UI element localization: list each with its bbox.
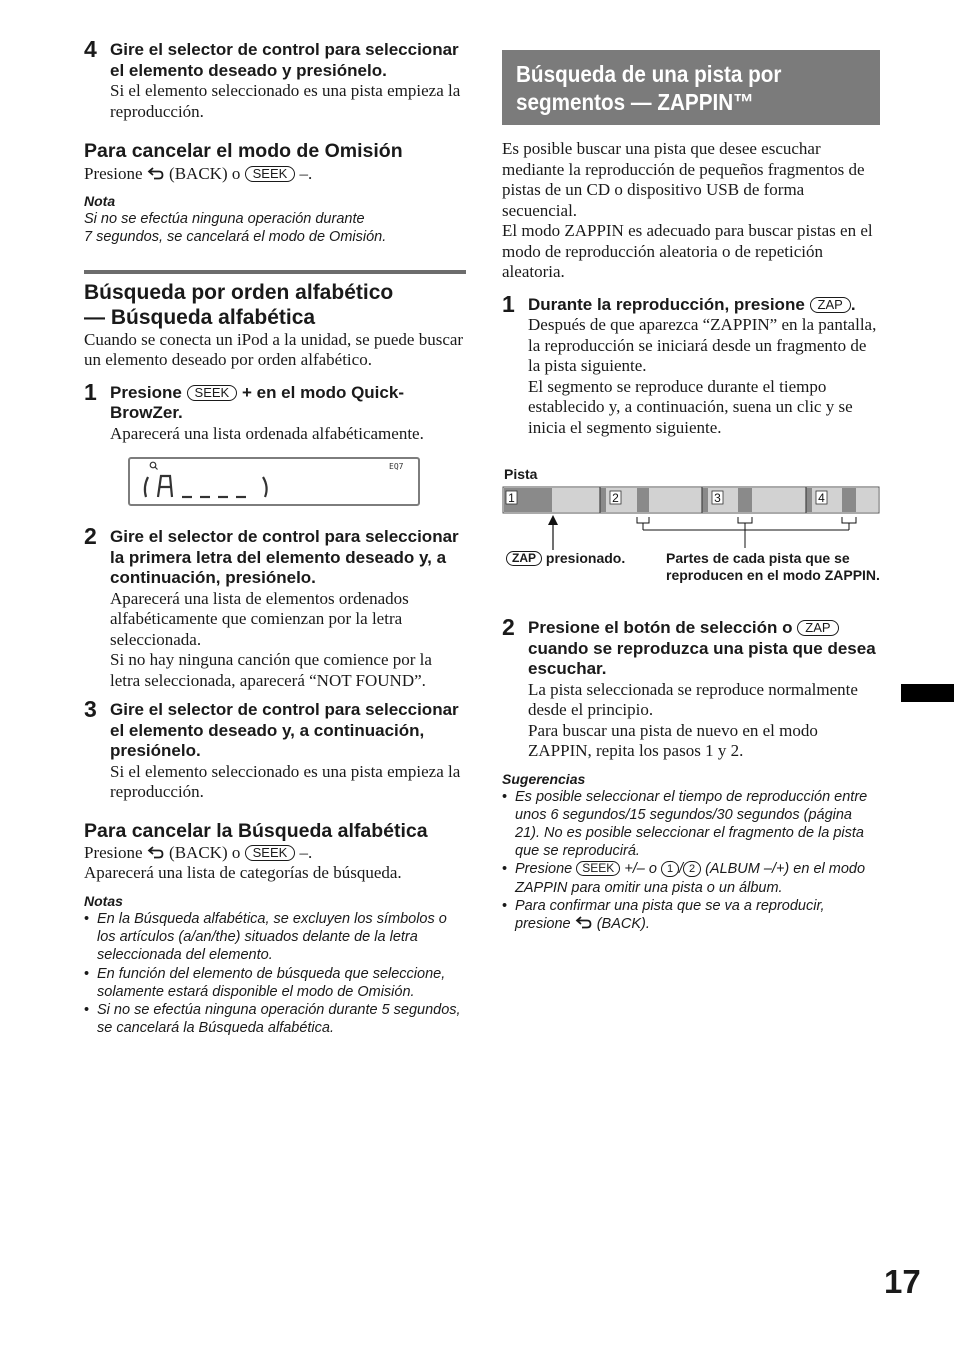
cancel-alpha-line — [84, 843, 466, 864]
zap-key: ZAP — [797, 620, 838, 636]
parts-label: Partes de cada pista que se reproducen en el modo ZAPPIN. — [666, 550, 880, 583]
step-number: 1 — [84, 378, 97, 405]
text: + en el modo Quick-BrowZer. — [110, 382, 404, 423]
step-title — [110, 383, 466, 424]
step-title: Gire el selector de control para seleccionar el elemento deseado y, a continuación, presiónelo. — [110, 700, 459, 761]
text: Durante la reproducción, presione — [528, 294, 805, 314]
lcd-display — [128, 457, 420, 506]
number-key: 2 — [683, 861, 701, 877]
text: Presione el botón de selección o — [528, 618, 793, 637]
text: Para confirmar una pista que se va a reproducir, presione — [515, 897, 825, 932]
text: –. — [299, 842, 313, 862]
alpha-intro: Cuando se conecta un iPod a la unidad, se puede buscar un elemento deseado por orden alfabético. — [84, 329, 464, 370]
banner-line: segmentos — ZAPPIN™ — [516, 89, 754, 115]
left-column — [84, 36, 466, 1037]
step-title — [528, 618, 880, 680]
step-body: Si no hay ninguna canción que comience por la letra seleccionada, aparecerá “NOT FOUND”. — [110, 650, 432, 690]
tip-item — [502, 897, 880, 933]
back-icon — [575, 915, 593, 929]
text: (BACK) o — [169, 842, 241, 862]
step-body: La pista seleccionada se reproduce normalmente desde el principio. — [528, 679, 858, 719]
right-column — [502, 50, 880, 933]
back-icon — [147, 845, 165, 859]
alpha-heading: Búsqueda por orden alfabético — [84, 280, 394, 304]
track-number: 1 — [508, 491, 515, 505]
text: (BACK) o — [169, 164, 241, 183]
seek-key: SEEK — [187, 385, 238, 401]
text: (BACK). — [596, 915, 650, 932]
text: Presione — [110, 382, 182, 402]
alpha-step-2 — [84, 523, 466, 691]
zappin-banner — [502, 50, 880, 125]
zap-key: ZAP — [506, 551, 542, 566]
step-4 — [84, 36, 466, 122]
tip-item — [502, 860, 880, 896]
zap-key: ZAP — [810, 297, 851, 313]
zappin-step-2 — [502, 614, 880, 762]
text: cuando se reproduzca una pista que desea escuchar. — [528, 638, 876, 678]
seek-key: SEEK — [245, 166, 296, 182]
step-title: Gire el selector de control para seleccionar el elemento deseado y presiónelo. — [110, 40, 459, 80]
track-number: 3 — [714, 491, 721, 505]
text: presionado. — [545, 550, 626, 566]
text: . — [850, 294, 856, 314]
page-number: 17 — [884, 1263, 921, 1300]
cancel-alpha-line2: Aparecerá una lista de categorías de búsqueda. — [84, 863, 402, 883]
zappin-step-1 — [502, 290, 880, 439]
alpha-step-3 — [84, 696, 466, 803]
track-label: Pista — [504, 466, 538, 482]
step-number: 1 — [502, 290, 515, 317]
track-number: 2 — [612, 491, 619, 505]
zappin-intro: El modo ZAPPIN es adecuado para buscar pistas en el modo de reproducción aleatoria o de repetición aleatoria. — [502, 221, 873, 281]
text: Presione — [515, 861, 573, 878]
note-item: • En la Búsqueda alfabética, se excluyen los símbolos o los artículos (a/an/the) situados delante de la letra seleccionada del elemento. — [84, 910, 466, 965]
seek-key: SEEK — [576, 861, 620, 876]
alpha-heading: — Búsqueda alfabética — [84, 305, 316, 329]
step-title: Gire el selector de control para seleccionar la primera letra del elemento deseado y, a continuación, presiónelo. — [110, 527, 459, 588]
text: Presione — [84, 164, 143, 183]
step-body: El segmento se reproduce durante el tiempo establecido y, a continuación, suena un clic y se inicia el segmento siguiente. — [528, 376, 853, 437]
text: (ALBUM –/+) en el modo ZAPPIN para omitir una pista o un álbum. — [515, 861, 866, 896]
step-body: Para buscar una pista de nuevo en el modo ZAPPIN, repita los pasos 1 y 2. — [528, 720, 818, 760]
note-title: Nota — [84, 192, 116, 209]
tips-title: Sugerencias — [502, 770, 586, 787]
zappin-intro: Es posible buscar una pista que desee escuchar mediante la reproducción de pequeños fragmentos de pistas de un CD o dispositivo USB de forma secuencial. — [502, 139, 865, 220]
lcd-graphic — [130, 459, 418, 504]
step-title — [528, 295, 880, 316]
cancel-skip-heading: Para cancelar el modo de Omisión — [84, 140, 403, 162]
note-item: • Si no se efectúa ninguna operación durante 5 segundos, se cancelará la Búsqueda alfabética. — [84, 1001, 466, 1037]
text: –. — [299, 164, 313, 183]
step-number: 4 — [84, 36, 97, 62]
pressed-label — [506, 550, 625, 567]
alpha-step-1 — [84, 378, 466, 445]
text: Presione — [84, 842, 143, 862]
notes-title: Notas — [84, 892, 123, 909]
section-tab — [901, 684, 954, 702]
step-body: Después de que aparezca “ZAPPIN” en la pantalla, la reproducción se iniciará desde un fragmento de la pista siguiente. — [528, 315, 877, 375]
banner-line: Búsqueda de una pista por — [516, 61, 782, 87]
step-number: 3 — [84, 696, 97, 723]
step-body: Aparecerá una lista de elementos ordenados alfabéticamente que comienzan por la letra seleccionada. — [110, 588, 409, 649]
number-key: 1 — [661, 861, 679, 877]
display-figure — [84, 444, 466, 520]
cancel-skip-line — [84, 164, 466, 185]
back-icon — [147, 166, 165, 180]
step-number: 2 — [84, 523, 97, 550]
track-number: 4 — [818, 491, 825, 505]
step-body: Si el elemento seleccionado es una pista empieza la reproducción. — [110, 761, 461, 802]
text: +/– o — [624, 861, 657, 878]
step-number: 2 — [502, 614, 515, 640]
cancel-alpha-heading: Para cancelar la Búsqueda alfabética — [84, 819, 428, 842]
note-line: 7 segundos, se cancelará el modo de Omisión. — [84, 228, 387, 245]
tip-item: • Es posible seleccionar el tiempo de reproducción entre unos 6 segundos/15 segundos/30 segundos (página 21). No es posible seleccionar el fragmento de la pista que se reproducirá. — [502, 788, 880, 861]
seek-key: SEEK — [245, 845, 296, 861]
step-body: Si el elemento seleccionado es una pista empieza la reproducción. — [110, 81, 461, 121]
step-body: Aparecerá una lista ordenada alfabéticamente. — [110, 423, 424, 443]
text: / — [679, 861, 684, 878]
note-line: Si no se efectúa ninguna operación durante — [84, 210, 365, 227]
svg-text:EQ7: EQ7 — [389, 462, 404, 472]
zappin-diagram — [502, 454, 880, 618]
note-item: • En función del elemento de búsqueda que seleccione, solamente estará disponible el modo de Omisión. — [84, 965, 466, 1001]
